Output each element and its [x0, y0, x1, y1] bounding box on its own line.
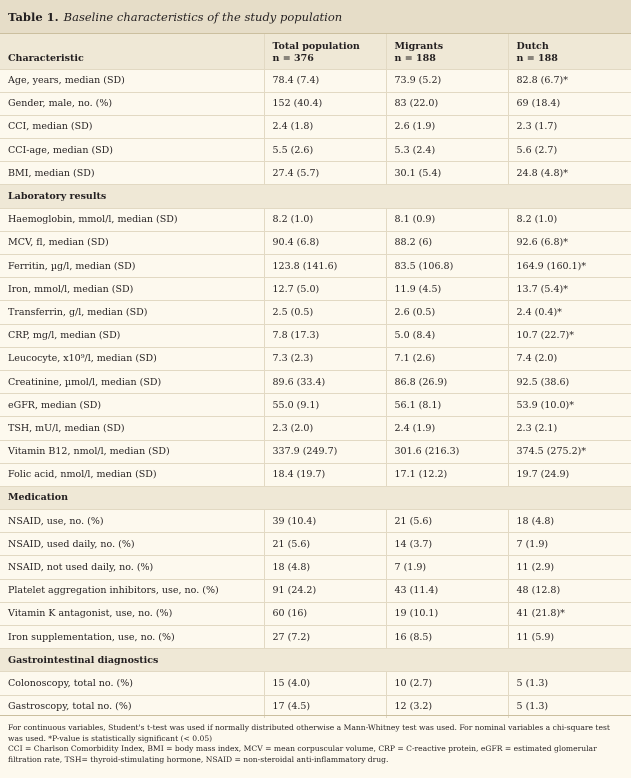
row-label: Vitamin K antagonist, use, no. (%)	[8, 608, 173, 620]
cell-dutch: 2.4 (0.4)*	[508, 301, 631, 324]
row-label: Haemoglobin, mmol/l, median (SD)	[8, 214, 178, 226]
table-row	[0, 162, 631, 185]
table-row	[0, 626, 631, 649]
header-row	[0, 34, 631, 69]
row-label: Creatinine, µmol/l, median (SD)	[8, 376, 162, 388]
table-row	[0, 324, 631, 347]
cell-dutch: 41 (21.8)*	[508, 602, 631, 625]
cell-total: 18 (4.8)	[264, 556, 386, 579]
table-body	[0, 69, 631, 718]
table-row	[0, 208, 631, 231]
header-migrants-label: Migrants	[394, 40, 444, 52]
cell-migrants: 7.1 (2.6)	[386, 347, 508, 370]
row-label: Vitamin B12, nmol/l, median (SD)	[8, 446, 170, 458]
cell-migrants: 86.8 (26.9)	[386, 370, 508, 393]
cell-total: 39 (10.4)	[264, 510, 386, 533]
header-migrants	[386, 34, 508, 69]
table-row	[0, 394, 631, 417]
cell-migrants: 19 (10.1)	[386, 602, 508, 625]
section-label: Medication	[8, 492, 68, 504]
row-label: Age, years, median (SD)	[8, 75, 125, 87]
cell-dutch: 69 (18.4)	[508, 92, 631, 115]
row-label: Folic acid, nmol/l, median (SD)	[8, 469, 157, 481]
baseline-table	[0, 34, 631, 718]
row-label: Colonoscopy, total no. (%)	[8, 677, 133, 689]
cell-migrants: 10 (2.7)	[386, 672, 508, 695]
table-row	[0, 672, 631, 695]
cell-migrants: 2.6 (1.9)	[386, 115, 508, 138]
cell-dutch: 10.7 (22.7)*	[508, 324, 631, 347]
cell-dutch: 24.8 (4.8)*	[508, 162, 631, 185]
row-label: Platelet aggregation inhibitors, use, no. (%)	[8, 585, 219, 597]
cell-dutch: 11 (2.9)	[508, 556, 631, 579]
row-label: CCI, median (SD)	[8, 121, 93, 133]
table-row	[0, 533, 631, 556]
cell-total: 7.3 (2.3)	[264, 347, 386, 370]
cell-dutch: 5.6 (2.7)	[508, 139, 631, 162]
cell-total: 152 (40.4)	[264, 92, 386, 115]
cell-dutch: 164.9 (160.1)*	[508, 255, 631, 278]
table-row	[0, 347, 631, 370]
cell-total: 17 (4.5)	[264, 695, 386, 718]
section-header-row	[0, 649, 631, 672]
cell-total: 8.2 (1.0)	[264, 208, 386, 231]
table-row	[0, 92, 631, 115]
row-label: NSAID, not used daily, no. (%)	[8, 562, 154, 574]
table-caption: Baseline characteristics of the study population	[63, 9, 343, 24]
row-label: TSH, mU/l, median (SD)	[8, 422, 125, 434]
cell-migrants: 301.6 (216.3)	[386, 440, 508, 463]
table-row	[0, 139, 631, 162]
table-row	[0, 69, 631, 92]
table-row	[0, 231, 631, 254]
cell-dutch: 5 (1.3)	[508, 695, 631, 718]
table-row	[0, 255, 631, 278]
cell-migrants: 56.1 (8.1)	[386, 394, 508, 417]
header-characteristic: Characteristic	[8, 52, 84, 64]
cell-total: 337.9 (249.7)	[264, 440, 386, 463]
cell-migrants: 11.9 (4.5)	[386, 278, 508, 301]
cell-dutch: 92.6 (6.8)*	[508, 231, 631, 254]
cell-total: 60 (16)	[264, 602, 386, 625]
cell-migrants: 17.1 (12.2)	[386, 463, 508, 486]
cell-total: 18.4 (19.7)	[264, 463, 386, 486]
header-total-label: Total population	[272, 40, 360, 52]
section-header-row	[0, 185, 631, 208]
cell-total: 12.7 (5.0)	[264, 278, 386, 301]
cell-total: 91 (24.2)	[264, 579, 386, 602]
table-row	[0, 370, 631, 393]
footnote-abbreviations: CCI = Charlson Comorbidity Index, BMI = body mass index, MCV = mean corpuscular volume, CRP = C-reactive protein, eGFR = estimated glomerular filtration rate, TSH= thyroid-stimulating hormone, NSAID = non-steroidal anti-inflammatory drug.	[8, 744, 597, 764]
row-label: Iron, mmol/l, median (SD)	[8, 283, 134, 295]
cell-migrants: 83 (22.0)	[386, 92, 508, 115]
cell-total: 123.8 (141.6)	[264, 255, 386, 278]
cell-dutch: 11 (5.9)	[508, 626, 631, 649]
row-label: MCV, fl, median (SD)	[8, 237, 109, 249]
header-migrants-n: n = 188	[394, 52, 436, 64]
cell-migrants: 16 (8.5)	[386, 626, 508, 649]
section-header-row	[0, 486, 631, 509]
row-label: Iron supplementation, use, no. (%)	[8, 631, 175, 643]
table-row	[0, 115, 631, 138]
row-label: NSAID, used daily, no. (%)	[8, 538, 135, 550]
table-footnotes	[0, 715, 631, 778]
row-label: NSAID, use, no. (%)	[8, 515, 104, 527]
cell-migrants: 5.0 (8.4)	[386, 324, 508, 347]
row-label: Gastroscopy, total no. (%)	[8, 701, 132, 713]
cell-dutch: 8.2 (1.0)	[508, 208, 631, 231]
table-row	[0, 579, 631, 602]
header-dutch-n: n = 188	[516, 52, 558, 64]
cell-total: 89.6 (33.4)	[264, 370, 386, 393]
cell-migrants: 2.4 (1.9)	[386, 417, 508, 440]
section-label: Laboratory results	[8, 191, 107, 203]
cell-total: 78.4 (7.4)	[264, 69, 386, 92]
table-title	[0, 0, 631, 34]
table-row	[0, 463, 631, 486]
table-row	[0, 556, 631, 579]
row-label: BMI, median (SD)	[8, 167, 95, 179]
cell-migrants: 21 (5.6)	[386, 510, 508, 533]
cell-total: 21 (5.6)	[264, 533, 386, 556]
cell-migrants: 7 (1.9)	[386, 556, 508, 579]
cell-total: 27.4 (5.7)	[264, 162, 386, 185]
cell-migrants: 5.3 (2.4)	[386, 139, 508, 162]
row-label: Gender, male, no. (%)	[8, 98, 113, 110]
cell-dutch: 7.4 (2.0)	[508, 347, 631, 370]
cell-total: 55.0 (9.1)	[264, 394, 386, 417]
cell-dutch: 2.3 (2.1)	[508, 417, 631, 440]
cell-migrants: 8.1 (0.9)	[386, 208, 508, 231]
header-dutch-label: Dutch	[516, 40, 549, 52]
header-total-n: n = 376	[272, 52, 314, 64]
cell-dutch: 53.9 (10.0)*	[508, 394, 631, 417]
cell-dutch: 13.7 (5.4)*	[508, 278, 631, 301]
cell-migrants: 43 (11.4)	[386, 579, 508, 602]
cell-migrants: 73.9 (5.2)	[386, 69, 508, 92]
cell-dutch: 18 (4.8)	[508, 510, 631, 533]
cell-migrants: 2.6 (0.5)	[386, 301, 508, 324]
row-label: CCI-age, median (SD)	[8, 144, 113, 156]
table-row	[0, 278, 631, 301]
footnote-tests: For continuous variables, Student's t-test was used if normally distributed otherwise a Mann-Whitney test was used. For nominal variables a chi-square test was used. *P-value is statistically significant (< 0.05)	[8, 723, 610, 743]
table-row	[0, 417, 631, 440]
cell-total: 5.5 (2.6)	[264, 139, 386, 162]
section-label: Gastrointestinal diagnostics	[8, 654, 159, 666]
cell-total: 15 (4.0)	[264, 672, 386, 695]
cell-total: 2.5 (0.5)	[264, 301, 386, 324]
table-row	[0, 510, 631, 533]
row-label: eGFR, median (SD)	[8, 399, 102, 411]
cell-dutch: 7 (1.9)	[508, 533, 631, 556]
cell-migrants: 88.2 (6)	[386, 231, 508, 254]
cell-dutch: 19.7 (24.9)	[508, 463, 631, 486]
cell-dutch: 5 (1.3)	[508, 672, 631, 695]
row-label: CRP, mg/l, median (SD)	[8, 330, 121, 342]
row-label: Ferritin, µg/l, median (SD)	[8, 260, 136, 272]
cell-total: 2.4 (1.8)	[264, 115, 386, 138]
row-label: Transferrin, g/l, median (SD)	[8, 306, 148, 318]
cell-total: 7.8 (17.3)	[264, 324, 386, 347]
cell-dutch: 82.8 (6.7)*	[508, 69, 631, 92]
header-dutch	[508, 34, 631, 69]
cell-total: 27 (7.2)	[264, 626, 386, 649]
table-row	[0, 301, 631, 324]
row-label: Leucocyte, x10⁹/l, median (SD)	[8, 353, 157, 365]
header-total	[264, 34, 386, 69]
table-row	[0, 440, 631, 463]
cell-migrants: 83.5 (106.8)	[386, 255, 508, 278]
cell-dutch: 92.5 (38.6)	[508, 370, 631, 393]
cell-dutch: 374.5 (275.2)*	[508, 440, 631, 463]
cell-total: 2.3 (2.0)	[264, 417, 386, 440]
cell-total: 90.4 (6.8)	[264, 231, 386, 254]
cell-migrants: 14 (3.7)	[386, 533, 508, 556]
cell-migrants: 30.1 (5.4)	[386, 162, 508, 185]
cell-dutch: 48 (12.8)	[508, 579, 631, 602]
cell-migrants: 12 (3.2)	[386, 695, 508, 718]
cell-dutch: 2.3 (1.7)	[508, 115, 631, 138]
table-row	[0, 602, 631, 625]
table-number: Table 1.	[8, 9, 59, 24]
